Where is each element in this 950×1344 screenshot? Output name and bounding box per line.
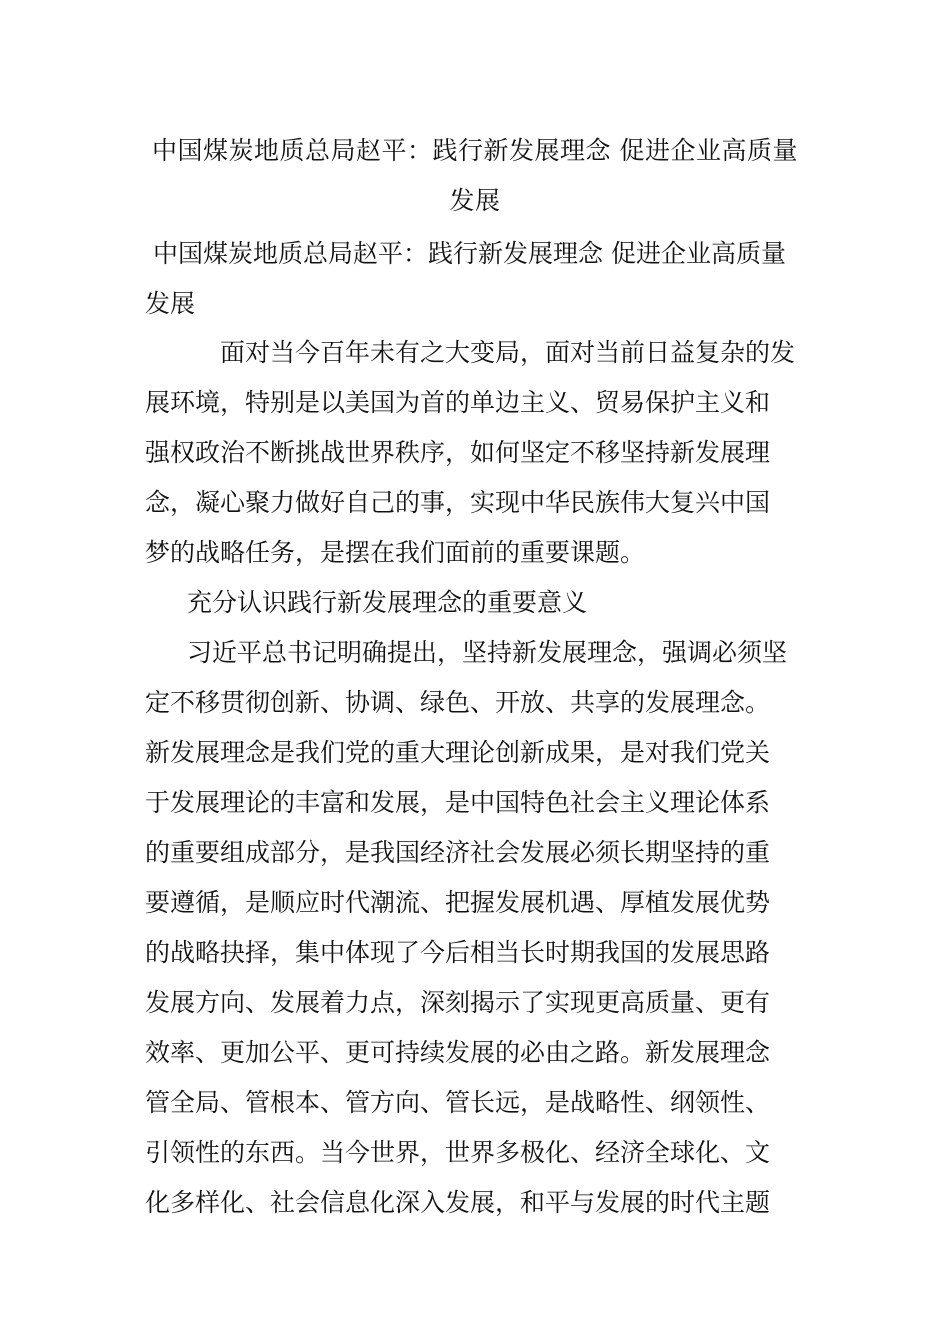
title-line: 中国煤炭地质总局赵平：践行新发展理念 促进企业高质量 <box>152 136 798 165</box>
text-line: 定不移贯彻创新、协调、绿色、开放、共享的发展理念。 <box>145 688 771 717</box>
text-line: 引领性的东西。当今世界，世界多极化、经济全球化、文 <box>145 1138 771 1167</box>
paragraph-intro <box>145 328 813 578</box>
text-line: 的战略抉择，集中体现了今后相当长时期我国的发展思路 <box>145 938 771 967</box>
text-line: 要遵循，是顺应时代潮流、把握发展机遇、厚植发展优势 <box>145 888 771 917</box>
text-line: 习近平总书记明确提出，坚持新发展理念，强调必须坚 <box>187 638 788 667</box>
text-line: 强权政治不断挑战世界秩序，如何坚定不移坚持新发展理 <box>145 438 771 467</box>
text-line: 念，凝心聚力做好自己的事，实现中华民族伟大复兴中国 <box>145 488 771 517</box>
text-line: 于发展理论的丰富和发展，是中国特色社会主义理论体系 <box>145 788 771 817</box>
text-line: 效率、更加公平、更可持续发展的必由之路。新发展理念 <box>145 1038 771 1067</box>
text-line: 管全局、管根本、管方向、管长远，是战略性、纲领性、 <box>145 1088 771 1117</box>
section-heading: 充分认识践行新发展理念的重要意义 <box>187 588 588 617</box>
document-subtitle <box>145 229 813 329</box>
text-line: 梦的战略任务，是摆在我们面前的重要课题。 <box>145 538 646 567</box>
document-title <box>145 126 805 226</box>
text-line: 展环境，特别是以美国为首的单边主义、贸易保护主义和 <box>145 388 771 417</box>
subtitle-line: 发展 <box>145 289 196 318</box>
text-line: 新发展理念是我们党的重大理论创新成果，是对我们党关 <box>145 738 771 767</box>
text-line: 的重要组成部分，是我国经济社会发展必须长期坚持的重 <box>145 838 771 867</box>
text-line: 发展方向、发展着力点，深刻揭示了实现更高质量、更有 <box>145 988 771 1017</box>
text-line: 化多样化、社会信息化深入发展，和平与发展的时代主题 <box>145 1188 771 1217</box>
paragraph-significance <box>145 628 813 1228</box>
subtitle-line: 中国煤炭地质总局赵平：践行新发展理念 促进企业高质量 <box>153 239 786 268</box>
document-body <box>145 328 813 1228</box>
title-line: 发展 <box>449 186 501 215</box>
text-line: 面对当今百年未有之大变局，面对当前日益复杂的发 <box>220 338 796 367</box>
